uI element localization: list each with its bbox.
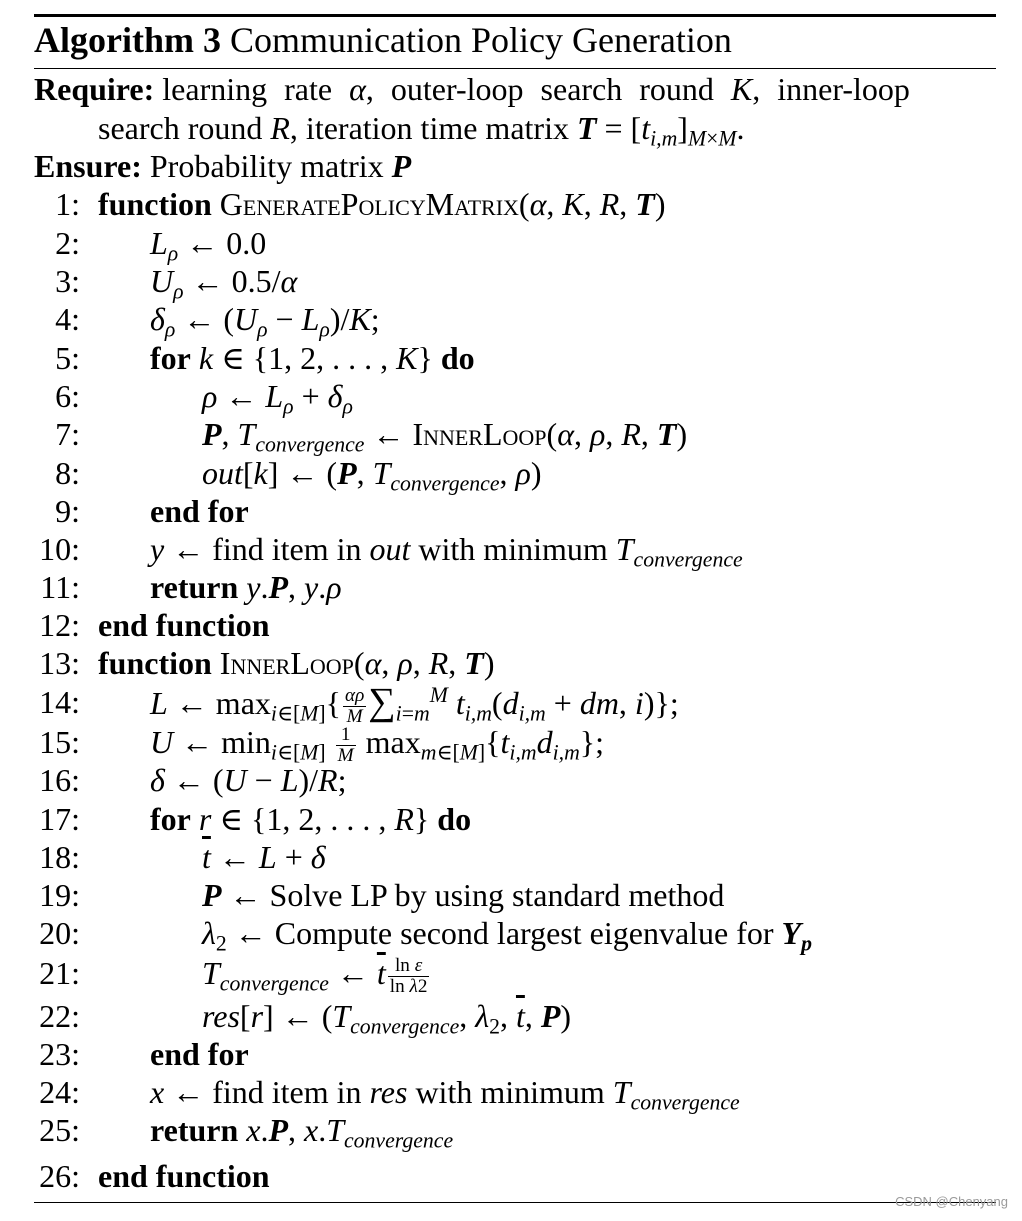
top-rule (34, 14, 996, 17)
line-number: 15: (39, 724, 80, 760)
line-number: 17: (39, 801, 80, 837)
line-number: 24: (39, 1074, 80, 1110)
line-number: 1: (55, 186, 80, 222)
line-number: 6: (55, 378, 80, 414)
ensure-line: Ensure: Probability matrix P (34, 148, 412, 184)
algorithm-title (34, 18, 732, 62)
watermark: CSDN @Chenyang (895, 1194, 1008, 1209)
line-number: 22: (39, 998, 80, 1034)
line-number: 4: (55, 301, 80, 337)
require-label: Require: (34, 71, 155, 107)
line-number: 14: (39, 684, 80, 720)
line-number: 20: (39, 915, 80, 951)
algorithm-name: Communication Policy Generation (229, 20, 732, 60)
line-number: 2: (55, 225, 80, 261)
require-line-1: Require: learning rate α, outer-loop search round K, inner-loop (34, 71, 910, 107)
line-number: 18: (39, 839, 80, 875)
line-number: 13: (39, 645, 80, 681)
line-number: 7: (55, 416, 80, 452)
title-rule (34, 68, 996, 69)
line-number: 8: (55, 455, 80, 491)
line-number: 3: (55, 263, 80, 299)
line-number: 10: (39, 531, 80, 567)
bottom-rule (34, 1202, 996, 1203)
line-number: 5: (55, 340, 80, 376)
line-number: 23: (39, 1036, 80, 1072)
line-number: 16: (39, 762, 80, 798)
ensure-label: Ensure: (34, 148, 142, 184)
line-number: 11: (40, 569, 80, 605)
line-number: 12: (39, 607, 80, 643)
line-number: 19: (39, 877, 80, 913)
line-number: 25: (39, 1112, 80, 1148)
line-number: 26: (39, 1158, 80, 1194)
line-number: 9: (55, 493, 80, 529)
require-line-2: search round R, iteration time matrix $T = [t_{i,m}]_{M\times M}$. (98, 110, 745, 151)
algorithm-label: Algorithm 3 (34, 20, 221, 60)
line-number: 21: (39, 955, 80, 991)
